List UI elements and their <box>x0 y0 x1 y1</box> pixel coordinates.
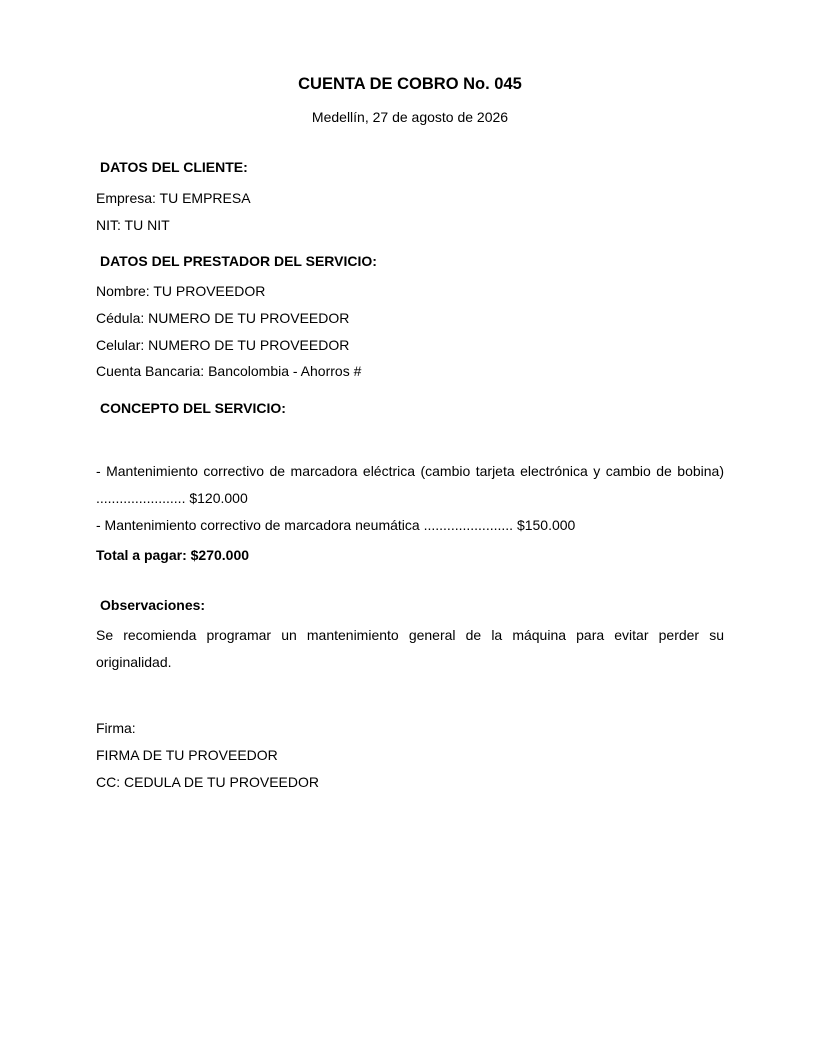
client-nit: NIT: TU NIT <box>96 217 170 233</box>
service-item-1-line-2: ....................... $120.000 <box>96 490 248 506</box>
provider-id: Cédula: NUMERO DE TU PROVEEDOR <box>96 310 350 326</box>
service-item-1-line-1: - Mantenimiento correctivo de marcadora eléctrica (cambio tarjeta electrónica y cambio de bobina) <box>96 463 724 479</box>
client-company: Empresa: TU EMPRESA <box>96 190 251 206</box>
service-item-2: - Mantenimiento correctivo de marcadora neumática ....................... $150.000 <box>96 517 576 533</box>
provider-bank: Cuenta Bancaria: Bancolombia - Ahorros # <box>96 363 362 379</box>
observations-line-1: Se recomienda programar un mantenimiento general de la máquina para evitar perder su <box>96 627 724 643</box>
total-amount: Total a pagar: $270.000 <box>96 547 250 563</box>
client-heading: DATOS DEL CLIENTE: <box>100 159 248 175</box>
signature-cc: CC: CEDULA DE TU PROVEEDOR <box>96 774 320 790</box>
date-line: Medellín, 27 de agosto de 2026 <box>311 109 509 125</box>
service-heading: CONCEPTO DEL SERVICIO: <box>100 400 286 416</box>
provider-heading: DATOS DEL PRESTADOR DEL SERVICIO: <box>100 253 377 269</box>
document-title: CUENTA DE COBRO No. 045 <box>298 75 522 93</box>
provider-phone: Celular: NUMERO DE TU PROVEEDOR <box>96 337 350 353</box>
signature-label: Firma: <box>96 720 136 736</box>
observations-line-2: originalidad. <box>96 654 172 670</box>
provider-name: Nombre: TU PROVEEDOR <box>96 283 266 299</box>
observations-heading: Observaciones: <box>100 597 206 613</box>
signature-name: FIRMA DE TU PROVEEDOR <box>96 747 278 763</box>
